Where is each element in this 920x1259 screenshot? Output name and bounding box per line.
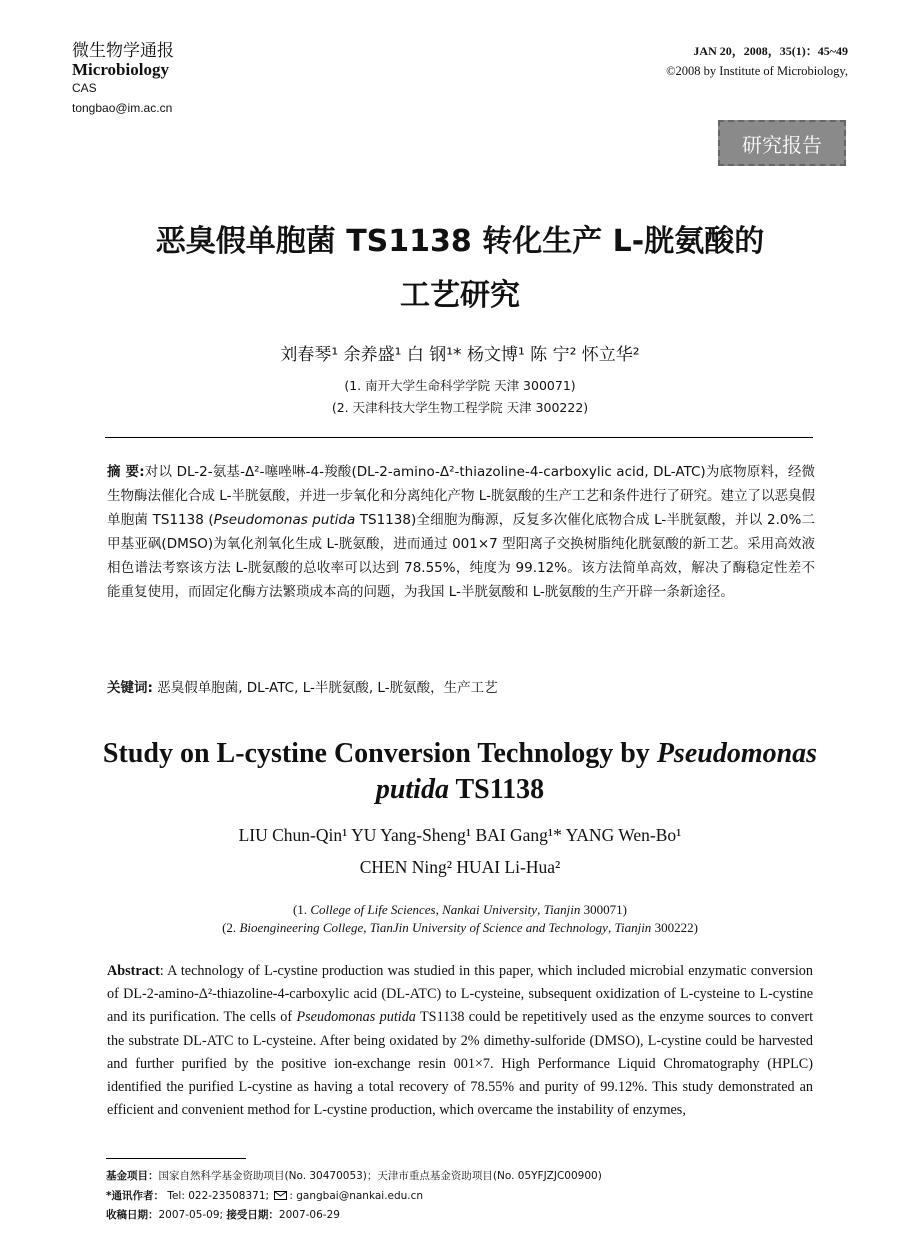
aff2-pre: (2. xyxy=(222,920,240,935)
authors-en-line1: LIU Chun-Qin¹ YU Yang-Sheng¹ BAI Gang¹* YANG Wen-Bo¹ xyxy=(238,825,682,845)
aff2-city: Tianjin xyxy=(614,920,652,935)
copyright: ©2008 by Institute of Microbiology, xyxy=(666,64,848,78)
abstract-en-species: Pseudomonas putida xyxy=(296,1009,416,1026)
envelope-icon xyxy=(274,1191,287,1200)
aff1-univ: Nankai University xyxy=(442,902,538,917)
abstract-en-label: Abstract xyxy=(107,963,160,979)
contact-tel: Tel: 022-23508371; xyxy=(167,1190,270,1202)
aff2-college: Bioengineering College xyxy=(239,920,364,935)
aff1-post: 300071) xyxy=(580,902,628,917)
journal-cas: CAS xyxy=(72,81,97,95)
aff2-post: 300222) xyxy=(651,920,698,935)
title-en-line2 xyxy=(0,772,920,808)
title-en-part2: TS1138 xyxy=(448,774,545,805)
journal-email: tongbao@im.ac.cn xyxy=(72,101,173,115)
title-cn-line1: 恶臭假单胞菌 TS1138 转化生产 L-胱氨酸的 xyxy=(155,224,765,259)
affiliation-cn-1: (1. 南开大学生命科学学院 天津 300071) xyxy=(344,378,576,393)
funding-label: 基金项目： xyxy=(106,1170,159,1182)
aff1-pre: (1. xyxy=(292,902,311,917)
funding-text: 国家自然科学基金资助项目(No. 30470053)；天津市重点基金资助项目(No. 05YFJZJC00900) xyxy=(158,1170,602,1182)
journal-name-en: Microbiology xyxy=(72,60,169,79)
keywords-cn-text: 恶臭假单胞菌, DL-ATC, L-半胱氨酸, L-胱氨酸，生产工艺 xyxy=(157,680,498,696)
aff1-city: Tianjin xyxy=(543,902,581,917)
contact-email: : gangbai@nankai.edu.cn xyxy=(289,1190,424,1202)
accepted-label: 接受日期： xyxy=(226,1209,279,1221)
authors-cn: 刘春琴¹ 余养盛¹ 白 钢¹* 杨文博¹ 陈 宁² 怀立华² xyxy=(280,345,640,365)
affiliation-en-2: (2. Bioengineering College, TianJin University of Science and Technology, Tianjin 300222) xyxy=(222,920,698,935)
affiliation-cn-2: (2. 天津科技大学生物工程学院 天津 300222) xyxy=(331,400,589,415)
abstract-cn-species: Pseudomonas putida xyxy=(213,512,356,528)
accepted-date: 2007-06-29 xyxy=(278,1209,340,1221)
received-date: 2007-05-09; xyxy=(158,1209,224,1221)
title-en-italic1: Pseudomonas xyxy=(656,738,818,769)
keywords-cn xyxy=(107,676,815,696)
abstract-cn-label: 摘 要: xyxy=(107,464,145,480)
section-badge: 研究报告 xyxy=(718,120,846,166)
issue-info: JAN 20，2008，35(1)：45~49 xyxy=(693,44,848,58)
footnote-funding xyxy=(106,1168,602,1183)
abstract-en xyxy=(107,960,813,1122)
abstract-cn xyxy=(107,460,815,604)
abstract-cn-text-2: TS1138)全细胞为酶源，反复多次催化底物合成 L-半胱氨酸，并以 2.0%二甲基亚砜(DMSO)为氧化剂氧化生成 L-胱氨酸，进而通过 001×7 型阳离子交换树脂纯化胱氨酸的新工艺。采用高效液相色谱法考察该方法 L-胱氨酸的总收率可以达到 78.55%，纯度为 99.12%。该方法简单高效，解决了酶稳定性差不能重复使用，而固定化酶方法繁琐成本高的问题，为我国 L-半胱氨酸和 L-胱氨酸的生产开辟一条新途径。 xyxy=(107,512,815,600)
aff2-univ: TianJin University of Science and Technology xyxy=(369,920,608,935)
journal-name-cn: 微生物学通报 xyxy=(72,41,174,61)
footnote-divider xyxy=(106,1158,246,1159)
divider xyxy=(105,437,813,438)
affiliation-en-1: (1. College of Life Sciences, Nankai University, Tianjin 300071) xyxy=(292,902,628,917)
contact-label: *通讯作者： xyxy=(106,1190,164,1202)
title-cn-line2: 工艺研究 xyxy=(400,278,520,313)
abstract-cn-text-1: 对以 DL-2-氨基-Δ²-噻唑啉-4-羧酸(DL-2-amino-Δ²-thiazoline-4-carboxylic acid, DL-ATC)为底物原料，经微生物酶法催化合成 L-半胱氨酸，并进一步氧化和分离纯化产物 L-胱氨酸的生产工艺和条件进行了研究。建立了以恶臭假单胞菌 TS1138 ( xyxy=(107,464,815,528)
keywords-cn-label: 关键词: xyxy=(107,680,153,696)
footnote-dates xyxy=(106,1207,340,1222)
aff1-college: College of Life Sciences xyxy=(310,902,436,917)
title-en-part1: Study on L-cystine Conversion Technology by xyxy=(102,738,657,769)
title-en-italic2: putida xyxy=(375,774,449,805)
footnote-contact xyxy=(106,1188,423,1203)
received-label: 收稿日期： xyxy=(106,1209,159,1221)
authors-en-line2: CHEN Ning² HUAI Li-Hua² xyxy=(359,857,561,877)
abstract-en-text-2: TS1138 could be repetitively used as the enzyme sources to convert the substrate DL-ATC to L-cysteine. After being oxidated by 2% dimethy-sulforide (DMSO), L-cystine could be harvested and further purified by the positive ion-exchange resin 001×7. High Performance Liquid Chromatography (HPLC) identified the purified L-cystine as having a total recovery of 78.55% and purity of 99.12%. This study demonstrated an efficient and convenient method for L-cystine production, which overcame the instability of enzymes, xyxy=(107,1009,814,1119)
title-en-line1 xyxy=(0,736,920,772)
abstract-en-text-1: : A technology of L-cystine production was studied in this paper, which included microbial enzymatic conversion of DL-2-amino-Δ²-thiazoline-4-carboxylic acid (DL-ATC) to L-cysteine, subsequent oxidization of L-cysteine to L-cystine and its purification. The cells of xyxy=(107,963,813,1026)
